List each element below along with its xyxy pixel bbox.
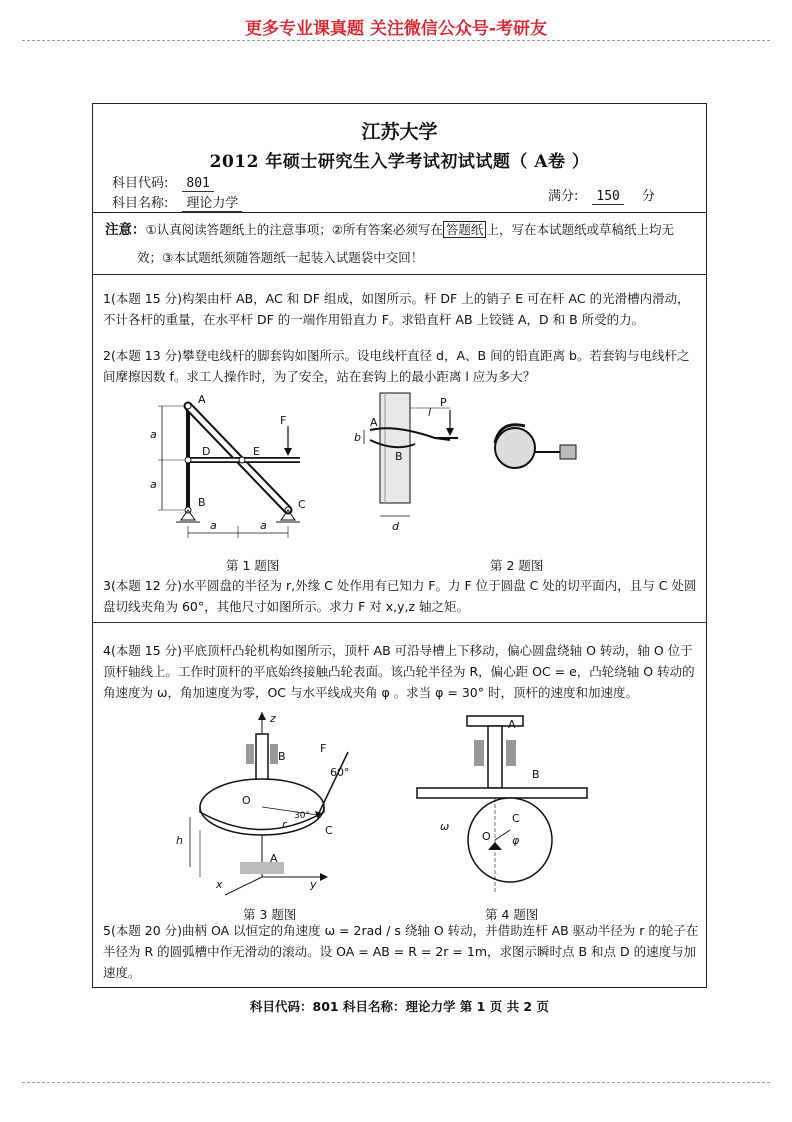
fig2-label-P: P [440,396,447,409]
fig1-dim-a-left: a [210,519,217,532]
fig2-label-B: B [395,450,403,463]
figure-4-cam-diagram [412,712,612,902]
fig3-angle-30: 30° [294,811,310,821]
fig1-label-B: B [198,496,206,509]
fig1-label-D: D [202,445,211,458]
page-footer: 科目代码：801 科目名称：理论力学 第 1 页 共 2 页 [250,999,549,1014]
subject-name-label: 科目名称: [112,196,169,211]
promo-banner: 更多专业课真题 关注微信公众号-考研友 [245,19,547,39]
question-5: 5(本题 20 分)曲柄 OA 以恒定的角速度 ω = 2rad / s 绕轴 O 转动，并借助连杆 AB 驱动半径为 r 的轮子在半径为 R 的圆弧槽中作无滑动的滚动。设 OA = AB = R = 2r = 1m，求图示瞬时点 B 和点 D 的速度与加速度。 [103,923,699,980]
figure-3-disk-diagram [170,712,370,902]
fig1-label-F: F [280,414,287,427]
fig1-dim-a-lower: a [150,478,157,491]
fig2-label-A: A [370,416,378,429]
subject-name-value: 理论力学 [182,192,242,212]
notice-line-2: 效；③本试题纸须随答题纸一起装入试题袋中交回！ [137,250,424,265]
fig1-dim-a-upper: a [150,428,157,441]
fig3-angle-60: 60° [330,766,350,779]
fig3-label-O: O [242,794,251,807]
question-4: 4(本题 15 分)平底顶杆凸轮机构如图所示，顶杆 AB 可沿导槽上下移动，偏心圆盘绕轴 O 转动，轴 O 位于顶杆轴线上。工作时顶杆的平底始终接触凸轮表面。该凸轮半径为 R，偏心距 OC = e，凸轮绕轴 O 转动的角速度为 ω，角加速度为零，OC 与水平线成夹角 φ 。求当 φ = 30° 时，顶杆的速度和加速度。 [103,643,695,700]
figure-3-caption: 第 3 题图 [243,907,297,922]
subject-name [112,192,242,212]
fig1-label-E: E [253,445,260,458]
fig4-label-C: C [512,812,520,825]
fig1-label-C: C [298,498,306,511]
fig3-axis-y: y [310,878,317,891]
full-score-label: 满分: [548,189,579,204]
figure-1-frame-diagram [140,388,320,548]
subject-code [112,172,214,192]
fig4-label-A: A [508,718,516,731]
bottom-divider [22,1082,770,1083]
figure-2-climbing-hook-diagram [340,388,600,538]
school-name: 江苏大学 [361,121,438,143]
fig2-dim-d: d [392,520,399,533]
fig4-label-O: O [482,830,491,843]
figure-2-caption: 第 2 题图 [490,558,544,573]
notice-label: 注意： [105,222,146,238]
subject-code-value: 801 [182,176,213,192]
mid-rule [92,622,707,623]
figure-4-caption: 第 4 题图 [485,907,539,922]
notice-rule [92,274,707,275]
fig3-axis-x: x [216,878,223,891]
exam-title: 2012 年硕士研究生入学考试初试试题（ A卷 ） [209,152,590,172]
notice-text-b: 上，写在本试题纸或草稿纸上均无 [486,222,674,237]
fig2-dim-l: l [428,406,432,419]
fig3-dim-h: h [176,834,183,847]
fig4-label-phi: φ [512,834,520,847]
subject-code-label: 科目代码: [112,176,169,191]
full-score [548,185,655,205]
top-divider [22,40,770,41]
question-3: 3(本题 12 分)水平圆盘的半径为 r,外缘 C 处作用有已知力 F。力 F 位于圆盘 C 处的切平面内，且与 C 处圆盘切线夹角为 60°，其他尺寸如图所示。求力 F 对 x,y,z 轴之矩。 [103,578,697,614]
answer-sheet-box: 答题纸 [443,221,487,238]
question-2: 2(本题 13 分)攀登电线杆的脚套钩如图所示。设电线杆直径 d，A、B 间的铅直距离 b。若套钩与电线杆之间摩擦因数 f。求工人操作时，为了安全，站在套钩上的最小距离 l 应为多大？ [103,348,690,384]
full-score-value: 150 [592,189,623,205]
figure-1-caption: 第 1 题图 [226,558,280,573]
fig2-dim-b: b [354,431,361,444]
fig1-dim-a-right: a [260,519,267,532]
fig4-label-B: B [532,768,540,781]
full-score-unit: 分 [641,189,655,204]
fig3-axis-z: z [270,712,276,725]
fig1-label-A: A [198,393,206,406]
fig4-label-omega: ω [440,820,450,833]
fig3-label-C: C [325,824,333,837]
question-1: 1(本题 15 分)构架由杆 AB，AC 和 DF 组成，如图所示。杆 DF 上的销子 E 可在杆 AC 的光滑槽内滑动，不计各杆的重量，在水平杆 DF 的一端作用铅直力 F。求铅直杆 AB 上铰链 A，D 和 B 所受的力。 [103,291,690,327]
fig3-label-r: r [282,818,287,831]
notice-text-a: ①认真阅读答题纸上的注意事项；②所有答案必须写在 [145,222,443,237]
header-rule [92,212,707,213]
fig3-label-F: F [320,742,327,755]
fig3-label-B: B [278,750,286,763]
notice-line-1 [105,216,700,244]
fig3-label-A: A [270,852,278,865]
